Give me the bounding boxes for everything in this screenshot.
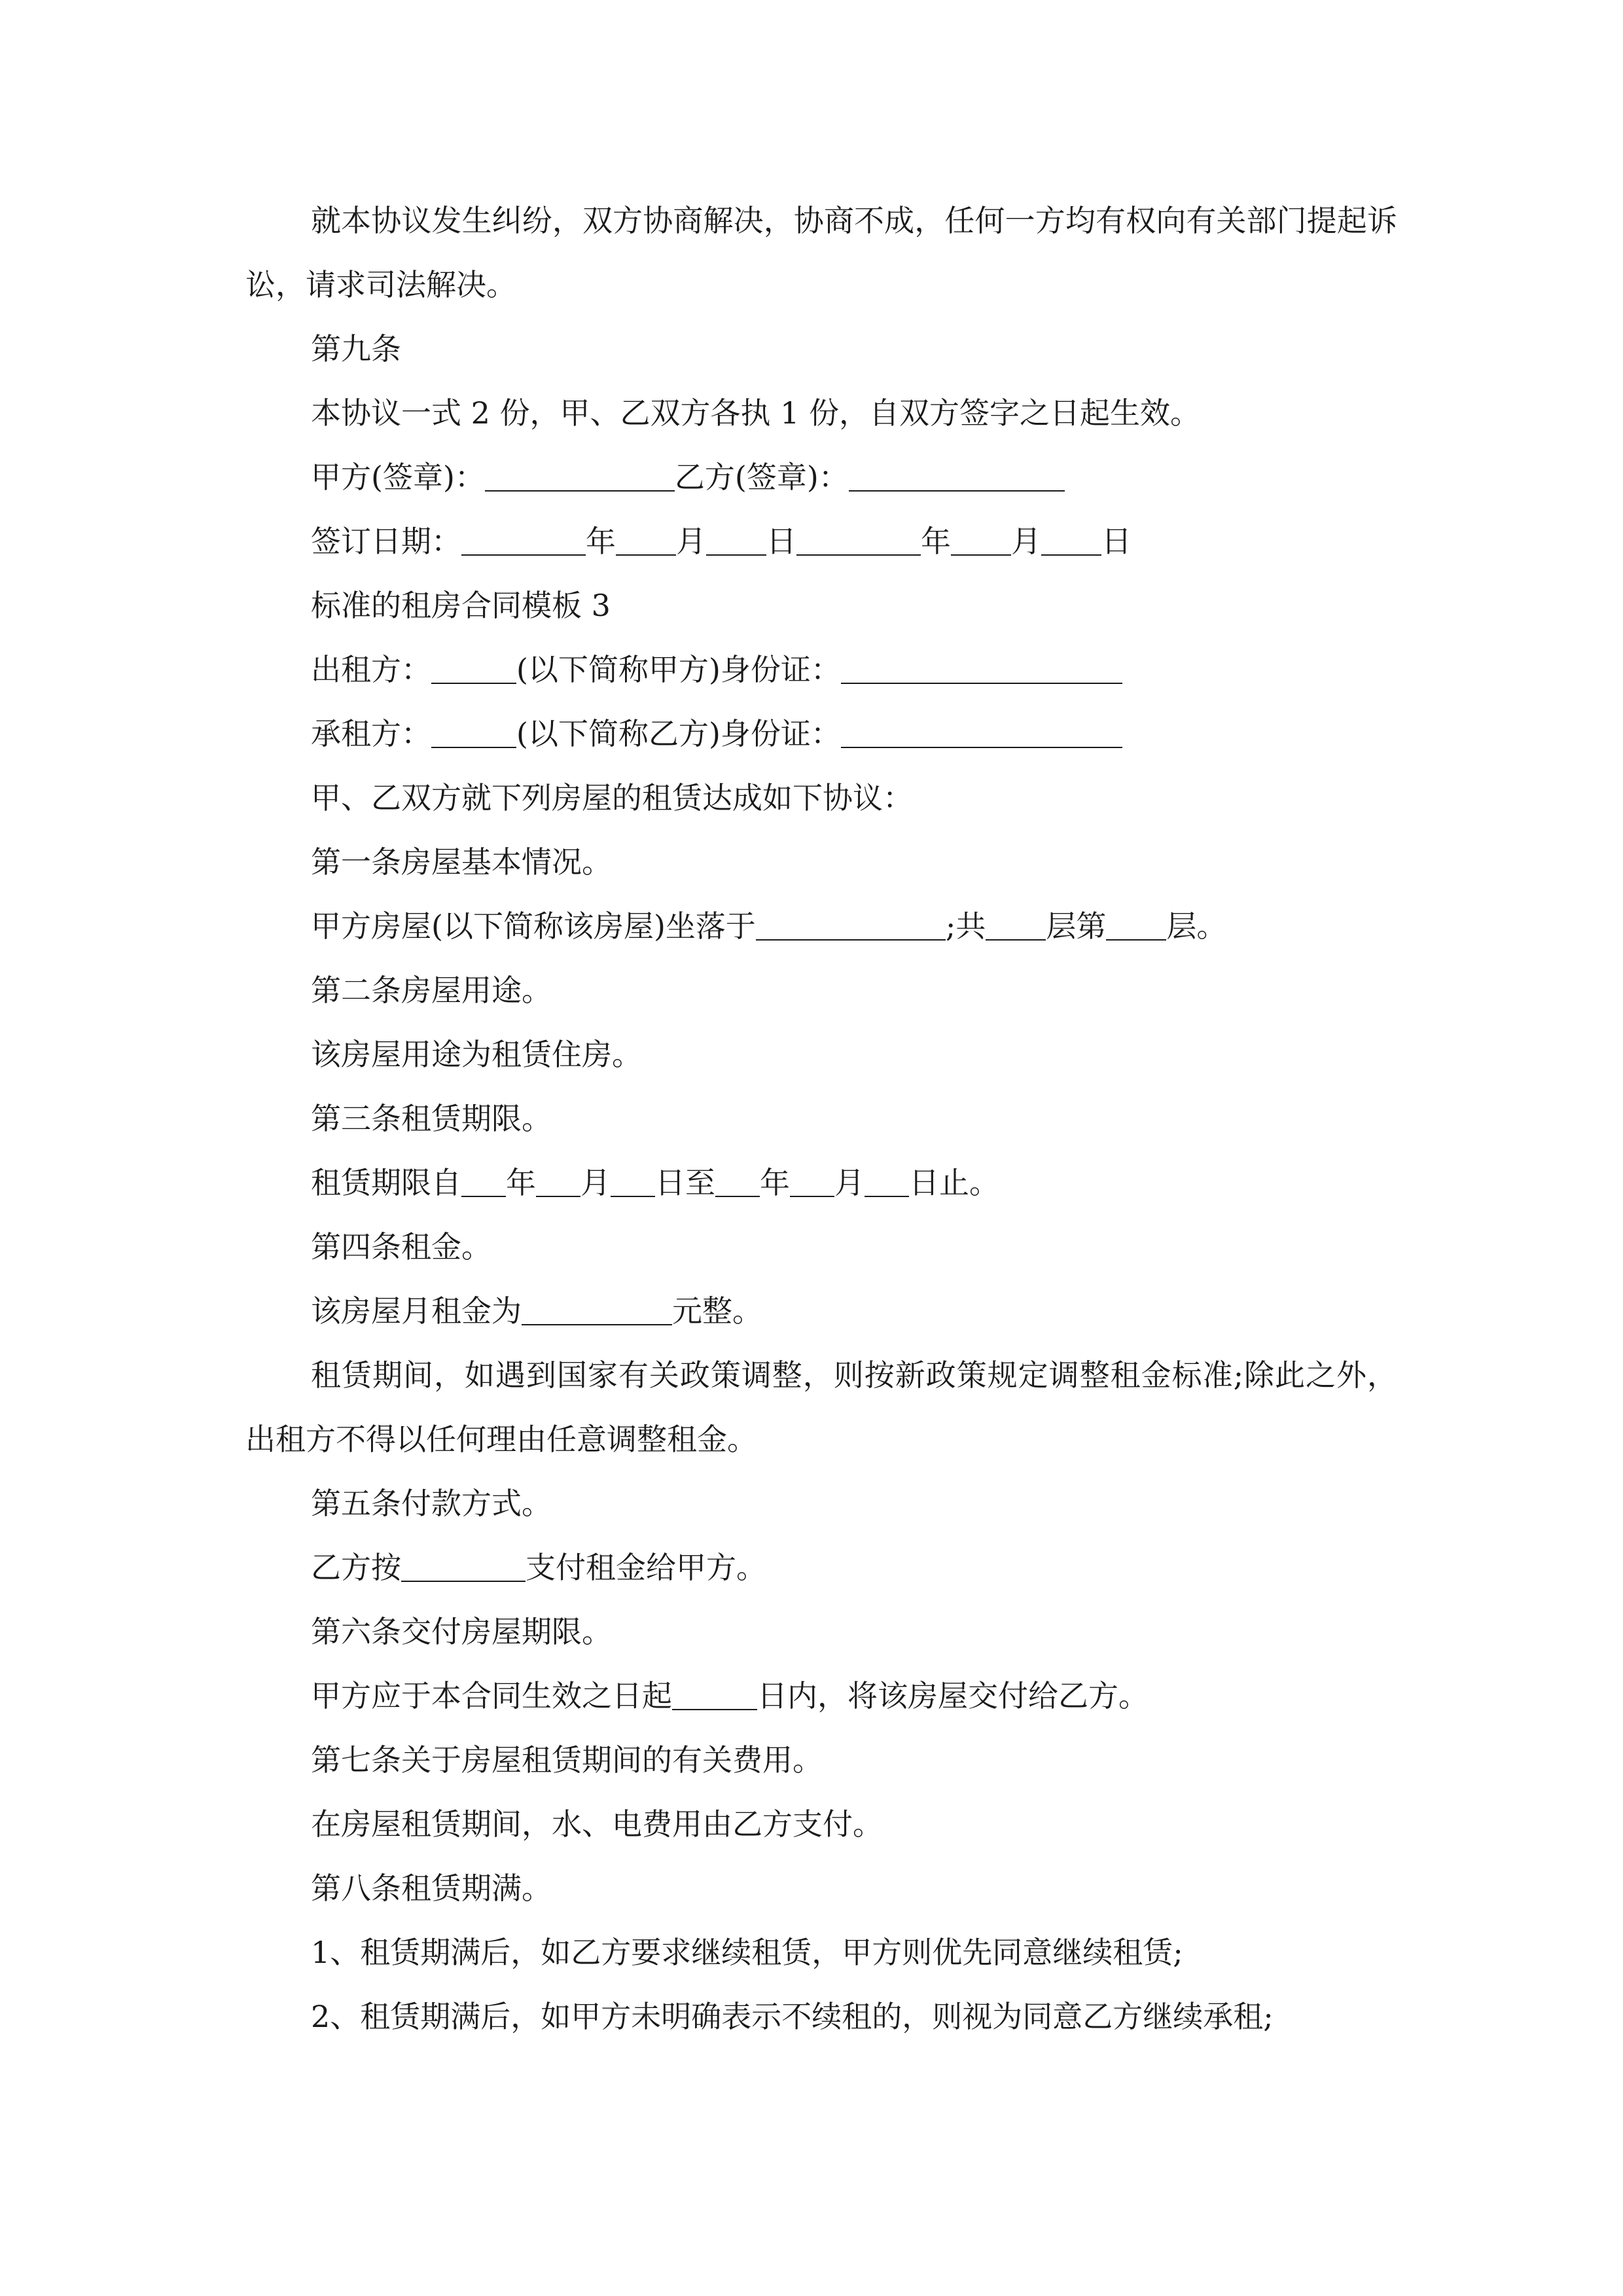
signature-line [245, 445, 1397, 509]
lessee-label: 承租方： [311, 716, 431, 751]
year-label-2: 年 [921, 524, 951, 559]
year-blank-1 [461, 526, 586, 556]
template-title: 标准的租房合同模板 3 [311, 588, 611, 623]
article-1-heading: 第一条房屋基本情况。 [311, 844, 612, 880]
article-5-heading: 第五条付款方式。 [311, 1486, 552, 1521]
month-blank-2 [951, 526, 1011, 556]
property-location-line [245, 894, 1397, 958]
delivery-days-blank [672, 1680, 757, 1710]
article-8-heading: 第八条租赁期满。 [311, 1871, 552, 1906]
lessor-line [245, 637, 1397, 702]
lessee-name-blank [431, 718, 516, 748]
lessor-id-label: (以下简称甲方)身份证： [516, 652, 841, 687]
lease-term-label: 租赁期限自 [311, 1165, 461, 1200]
year-label-1: 年 [586, 524, 616, 559]
total-floors-blank [986, 910, 1046, 941]
start-year-blank [461, 1167, 506, 1197]
payment-method-suffix: 支付租金给甲方。 [526, 1550, 766, 1585]
agreement-intro: 甲、乙双方就下列房屋的租赁达成如下协议： [311, 780, 913, 816]
end-day-label: 日止。 [909, 1165, 999, 1200]
article-7-heading: 第七条关于房屋租赁期间的有关费用。 [311, 1742, 823, 1778]
end-month-blank [790, 1167, 834, 1197]
total-floors-label: ;共 [945, 908, 986, 944]
party-a-signature-label: 甲方(签章)： [311, 459, 485, 495]
lease-expiry-item-2: 2、租赁期满后，如甲方未明确表示不续租的，则视为同意乙方继续承租; [311, 1999, 1274, 2034]
lessee-line [245, 702, 1397, 766]
payment-method-blank [401, 1552, 526, 1582]
floor-suffix: 层。 [1166, 908, 1227, 944]
delivery-deadline-line [245, 1664, 1397, 1728]
start-month-blank [536, 1167, 580, 1197]
delivery-deadline-label: 甲方应于本合同生效之日起 [311, 1678, 672, 1713]
monthly-rent-suffix: 元整。 [672, 1293, 762, 1329]
article-9-heading: 第九条 [311, 331, 401, 367]
party-b-signature-blank [849, 461, 1065, 492]
monthly-rent-label: 该房屋月租金为 [311, 1293, 522, 1329]
payment-method-line [245, 1535, 1397, 1600]
party-b-signature-label: 乙方(签章)： [674, 459, 849, 495]
lessor-label: 出租方： [311, 652, 431, 687]
lessor-id-blank [841, 654, 1122, 684]
monthly-rent-blank [522, 1295, 672, 1325]
monthly-rent-line [245, 1279, 1397, 1343]
property-use-paragraph: 该房屋用途为租赁住房。 [311, 1037, 642, 1072]
lessee-id-blank [841, 718, 1122, 748]
rent-adjustment-paragraph: 租赁期间，如遇到国家有关政策调整，则按新政策规定调整租金标准;除此之外，出租方不得以任何理由任意调整租金。 [245, 1357, 1397, 1457]
article-3-heading: 第三条租赁期限。 [311, 1101, 552, 1136]
day-label-2: 日 [1101, 524, 1132, 559]
delivery-deadline-suffix: 日内，将该房屋交付给乙方。 [757, 1678, 1149, 1713]
property-location-blank [756, 910, 946, 941]
party-a-signature-blank [485, 461, 675, 492]
day-blank-2 [1041, 526, 1101, 556]
day-blank-1 [706, 526, 766, 556]
lessee-id-label: (以下简称乙方)身份证： [516, 716, 841, 751]
signing-date-label: 签订日期： [311, 524, 461, 559]
article-6-heading: 第六条交付房屋期限。 [311, 1614, 612, 1649]
article-4-heading: 第四条租金。 [311, 1229, 491, 1265]
floor-number-label: 层第 [1046, 908, 1107, 944]
month-label-1: 月 [676, 524, 706, 559]
year-blank-2 [796, 526, 921, 556]
lease-expiry-item-1: 1、租赁期满后，如乙方要求继续租赁，甲方则优先同意继续租赁; [311, 1935, 1183, 1970]
dispute-resolution-paragraph: 就本协议发生纠纷，双方协商解决，协商不成，任何一方均有权向有关部门提起诉讼，请求司法解决。 [245, 203, 1397, 302]
month-label-2: 月 [1011, 524, 1041, 559]
end-year-label: 年 [760, 1165, 790, 1200]
end-day-blank [865, 1167, 909, 1197]
start-year-label: 年 [506, 1165, 536, 1200]
copies-paragraph: 本协议一式 2 份，甲、乙双方各执 1 份，自双方签字之日起生效。 [311, 395, 1201, 431]
end-year-blank [715, 1167, 760, 1197]
start-day-label: 日至 [655, 1165, 715, 1200]
lease-term-line [245, 1151, 1397, 1215]
property-location-label: 甲方房屋(以下简称该房屋)坐落于 [311, 908, 756, 944]
article-2-heading: 第二条房屋用途。 [311, 973, 552, 1008]
utility-fees-paragraph: 在房屋租赁期间，水、电费用由乙方支付。 [311, 1806, 883, 1842]
payment-method-label: 乙方按 [311, 1550, 401, 1585]
day-label-1: 日 [766, 524, 796, 559]
end-month-label: 月 [834, 1165, 865, 1200]
month-blank-1 [616, 526, 676, 556]
signing-date-line [245, 509, 1397, 573]
start-day-blank [611, 1167, 655, 1197]
document-body [245, 188, 1397, 2049]
lessor-name-blank [431, 654, 516, 684]
floor-number-blank [1106, 910, 1166, 941]
start-month-label: 月 [580, 1165, 611, 1200]
